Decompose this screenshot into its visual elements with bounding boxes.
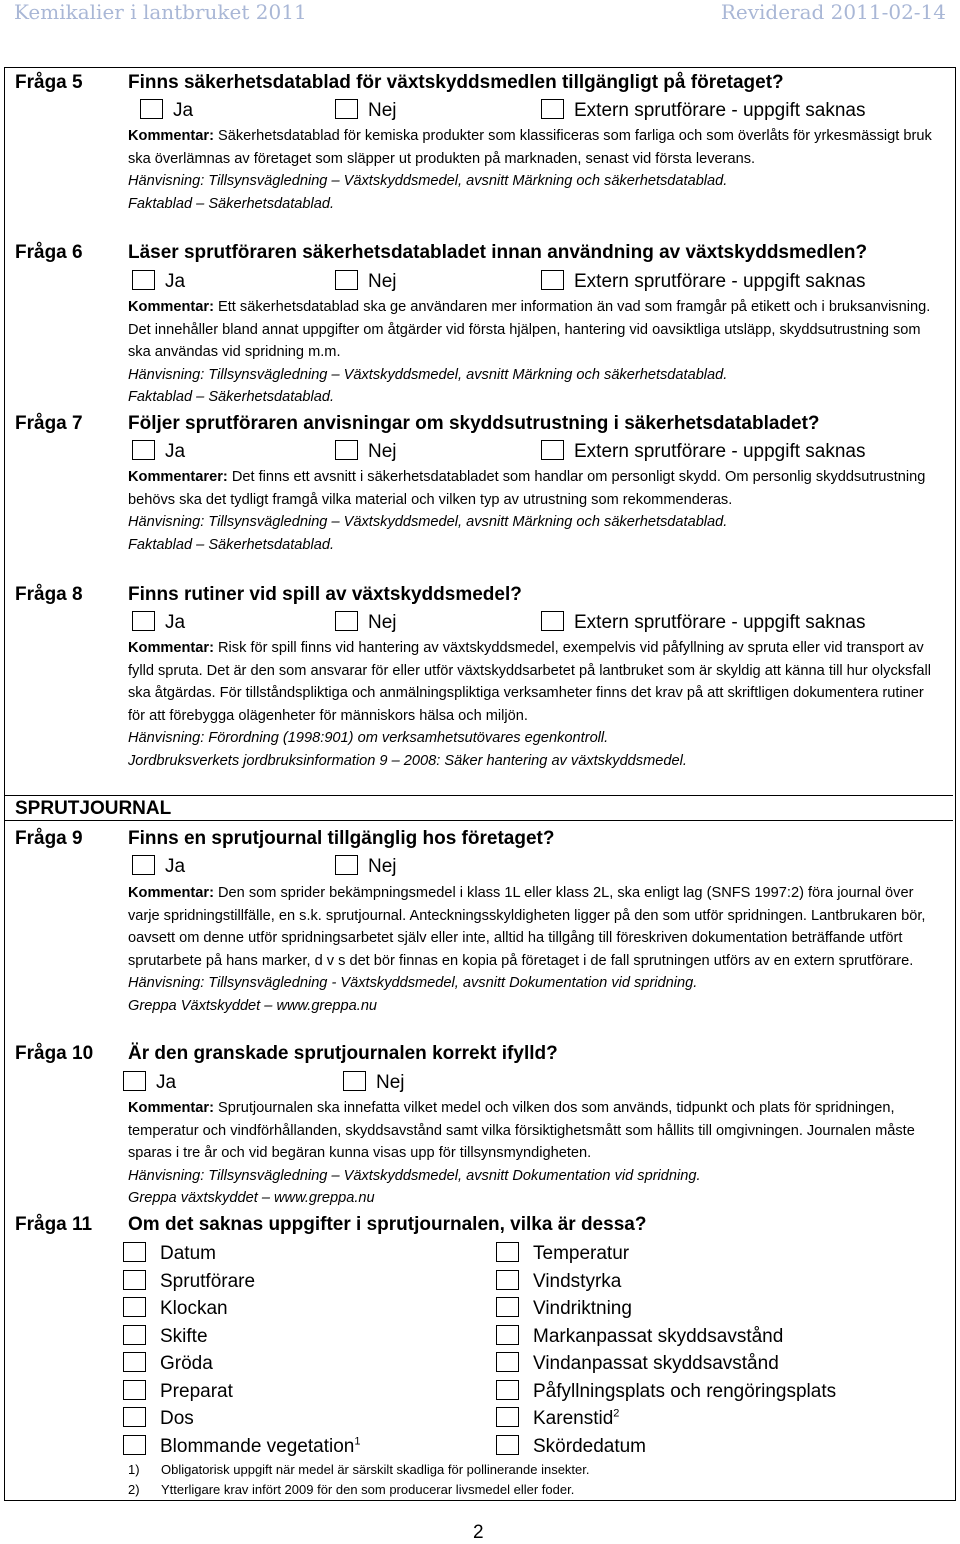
checkbox[interactable] bbox=[541, 270, 564, 290]
checkbox[interactable] bbox=[496, 1407, 519, 1427]
page-number: 2 bbox=[473, 1522, 484, 1543]
checkbox[interactable] bbox=[496, 1380, 519, 1400]
checkbox[interactable] bbox=[496, 1325, 519, 1345]
checklist-item[interactable]: Temperatur bbox=[496, 1242, 629, 1265]
checkbox[interactable] bbox=[496, 1297, 519, 1317]
footnote: 2) Ytterligare krav infört 2009 för den som producerar livsmedel eller foder. bbox=[128, 1482, 575, 1497]
reference: Jordbruksverkets jordbruksinformation 9 – 2008: Säker hantering av växtskyddsmedel. bbox=[128, 752, 687, 769]
question-number: Fråga 5 bbox=[15, 72, 83, 93]
option-extern[interactable]: Extern sprutförare - uppgift saknas bbox=[541, 99, 865, 122]
footnote: 1) Obligatorisk uppgift när medel är särskilt skadliga för pollinerande insekter. bbox=[128, 1462, 590, 1477]
option-ja[interactable]: Ja bbox=[132, 440, 185, 463]
checklist-item[interactable]: Datum bbox=[123, 1242, 216, 1265]
reference: Hänvisning: Tillsynsvägledning – Växtskyddsmedel, avsnitt Märkning och säkerhetsdatablad. bbox=[128, 173, 728, 189]
checkbox[interactable] bbox=[541, 611, 564, 631]
checkbox[interactable] bbox=[123, 1352, 146, 1372]
option-ja[interactable]: Ja bbox=[132, 611, 185, 634]
checklist-item[interactable]: Dos bbox=[123, 1407, 194, 1430]
header-revision: Reviderad 2011-02-14 bbox=[720, 0, 946, 24]
checkbox[interactable] bbox=[132, 855, 155, 875]
checkbox[interactable] bbox=[123, 1270, 146, 1290]
checkbox[interactable] bbox=[496, 1435, 519, 1455]
checkbox[interactable] bbox=[496, 1352, 519, 1372]
option-nej[interactable]: Nej bbox=[335, 855, 397, 878]
checkbox[interactable] bbox=[335, 270, 358, 290]
checklist-item[interactable]: Skifte bbox=[123, 1325, 208, 1348]
checkbox[interactable] bbox=[541, 440, 564, 460]
checkbox[interactable] bbox=[335, 855, 358, 875]
option-nej[interactable]: Nej bbox=[335, 99, 397, 122]
reference: Greppa Växtskyddet – www.greppa.nu bbox=[128, 997, 378, 1014]
footnote-ref: 1 bbox=[354, 1435, 361, 1448]
checkbox[interactable] bbox=[496, 1270, 519, 1290]
checklist-item[interactable]: Gröda bbox=[123, 1352, 213, 1375]
checkbox[interactable] bbox=[123, 1380, 146, 1400]
question-text: Följer sprutföraren anvisningar om skyddsutrustning i säkerhetsdatabladet? bbox=[128, 413, 820, 434]
question-text: Finns rutiner vid spill av växtskyddsmedel? bbox=[128, 584, 522, 605]
checklist-item[interactable]: Markanpassat skyddsavstånd bbox=[496, 1325, 783, 1348]
reference: Greppa växtskyddet – www.greppa.nu bbox=[128, 1190, 375, 1206]
footnote-ref: 2 bbox=[613, 1407, 620, 1420]
question-number: Fråga 11 bbox=[15, 1214, 93, 1235]
checklist-item[interactable]: Klockan bbox=[123, 1297, 228, 1320]
reference: Hänvisning: Tillsynsvägledning – Växtskyddsmedel, avsnitt Märkning och säkerhetsdatablad. bbox=[128, 514, 728, 530]
checkbox[interactable] bbox=[496, 1242, 519, 1262]
reference: Hänvisning: Förordning (1998:901) om verksamhetsutövares egenkontroll. bbox=[128, 730, 609, 746]
option-extern[interactable]: Extern sprutförare - uppgift saknas bbox=[541, 440, 865, 463]
question-text: Finns en sprutjournal tillgänglig hos företaget? bbox=[128, 828, 555, 849]
checkbox[interactable] bbox=[123, 1435, 146, 1455]
option-ja[interactable]: Ja bbox=[132, 855, 185, 878]
option-nej[interactable]: Nej bbox=[343, 1071, 405, 1094]
checklist-item[interactable]: Påfyllningsplats och rengöringsplats bbox=[496, 1380, 836, 1403]
option-ja[interactable]: Ja bbox=[132, 270, 185, 293]
checkbox[interactable] bbox=[132, 270, 155, 290]
question-text: Om det saknas uppgifter i sprutjournalen, vilka är dessa? bbox=[128, 1214, 647, 1235]
question-number: Fråga 6 bbox=[15, 242, 83, 263]
option-nej[interactable]: Nej bbox=[335, 270, 397, 293]
checklist-item[interactable]: Skördedatum bbox=[496, 1435, 646, 1458]
checkbox[interactable] bbox=[132, 440, 155, 460]
checklist-item[interactable]: Vindstyrka bbox=[496, 1270, 621, 1293]
header-title: Kemikalier i lantbruket 2011 bbox=[14, 0, 307, 24]
option-ja[interactable]: Ja bbox=[140, 99, 193, 122]
section-heading: SPRUTJOURNAL bbox=[5, 795, 953, 821]
checklist-item[interactable]: Sprutförare bbox=[123, 1270, 255, 1293]
question-text: Finns säkerhetsdatablad för växtskyddsmedlen tillgängligt på företaget? bbox=[128, 72, 784, 93]
checkbox[interactable] bbox=[123, 1297, 146, 1317]
reference: Hänvisning: Tillsynsvägledning – Växtskyddsmedel, avsnitt Dokumentation vid spridning. bbox=[128, 1167, 701, 1184]
reference: Faktablad – Säkerhetsdatablad. bbox=[128, 195, 335, 212]
option-nej[interactable]: Nej bbox=[335, 611, 397, 634]
reference: Faktablad – Säkerhetsdatablad. bbox=[128, 389, 335, 405]
reference: Hänvisning: Tillsynsvägledning – Växtskyddsmedel, avsnitt Märkning och säkerhetsdatablad. bbox=[128, 366, 728, 383]
checklist-item[interactable]: Vindanpassat skyddsavstånd bbox=[496, 1352, 779, 1375]
checkbox[interactable] bbox=[123, 1242, 146, 1262]
checkbox[interactable] bbox=[335, 611, 358, 631]
comment-block: Kommentarer: Det finns ett avsnitt i säkerhetsdatabladet som handlar om personligt skydd. Om personlig skyddsutrustning behövs ska det tydligt framgå vilka material och vilken typ av utrustning som rekommenderas. Hänvisning: Tillsynsvägledning – Växtskyddsmedel, avsnitt Märkning och säkerhetsdatablad. Faktablad – Säkerhetsdatablad. bbox=[128, 469, 926, 553]
checkbox[interactable] bbox=[123, 1407, 146, 1427]
checklist-item[interactable]: Karenstid$^2$ bbox=[496, 1407, 619, 1430]
checkbox[interactable] bbox=[123, 1071, 146, 1091]
option-nej[interactable]: Nej bbox=[335, 440, 397, 463]
option-extern[interactable]: Extern sprutförare - uppgift saknas bbox=[541, 611, 865, 634]
checklist-item[interactable]: Blommande vegetation$^1$ bbox=[123, 1435, 360, 1458]
question-number: Fråga 10 bbox=[15, 1043, 94, 1064]
option-ja[interactable]: Ja bbox=[123, 1071, 176, 1094]
running-header bbox=[0, 0, 960, 26]
checkbox[interactable] bbox=[541, 99, 564, 119]
reference: Faktablad – Säkerhetsdatablad. bbox=[128, 536, 335, 553]
question-text: Läser sprutföraren säkerhetsdatabladet innan användning av växtskyddsmedlen? bbox=[128, 242, 868, 263]
question-number: Fråga 8 bbox=[15, 584, 83, 605]
checkbox[interactable] bbox=[335, 440, 358, 460]
checklist-item[interactable]: Vindriktning bbox=[496, 1297, 632, 1320]
question-number: Fråga 7 bbox=[15, 413, 83, 434]
comment-block: Kommentar: Sprutjournalen ska innefatta vilket medel och vilken dos som används, tidpunkt och plats för spridningen, temperatur och vindförhållanden, skyddsavstånd samt vilka försiktighetsmått som hållits till omgivningen. Journalen måste sparas i tre år och vid begäran kunna visas upp för tillsynsmyndigheten. Hänvisning: Tillsynsvägledning – Växtskyddsmedel, avsnitt Dokumentation vid spridning. Greppa växtskyddet – www.greppa.nu bbox=[128, 1100, 915, 1206]
comment-block: Kommentar: Den som sprider bekämpningsmedel i klass 1L eller klass 2L, ska enligt lag (SNFS 1997:2) föra journal över varje spridningstillfälle, en s.k. sprutjournal. Anteckningsskyldigheten ligger på den som utför spridningen. Lantbrukaren bör, oavsett om denne utför spridningsarbetet själv eller inte, alltid ha tillgång till föreskriven dokumentation beträffande utfört sprutarbete på hans marker, d v s det bör finnas en kopia på företaget i de fall sprutningen utförs av en extern sprutförare. Hänvisning: Tillsynsvägledning - Växtskyddsmedel, avsnitt Dokumentation vid spridning. Greppa Växtskyddet – www.greppa.nu bbox=[128, 885, 926, 1014]
checkbox[interactable] bbox=[140, 99, 163, 119]
reference: Hänvisning: Tillsynsvägledning - Växtskyddsmedel, avsnitt Dokumentation vid spridning. bbox=[128, 975, 698, 991]
checklist-item[interactable]: Preparat bbox=[123, 1380, 233, 1403]
question-text: Är den granskade sprutjournalen korrekt ifylld? bbox=[128, 1043, 558, 1064]
question-number: Fråga 9 bbox=[15, 828, 83, 849]
comment-block: Kommentar: Risk för spill finns vid hantering av växtskyddsmedel, exempelvis vid påfyllning av spruta eller vid transport av fylld spruta. Det är den som ansvarar för eller utför växtskyddsarbetet på lantbruket som är skyldig att känna till hur olycksfall ska åtgärdas. För tillståndspliktiga och anmälningspliktiga verksamheter finns det krav på att skriftligen dokumentera rutiner för att förebygga olägenheter för människors hälsa och miljön. Hänvisning: Förordning (1998:901) om verksamhetsutövares egenkontroll. Jordbruksverkets jordbruksinformation 9 – 2008: Säker hantering av växtskyddsmedel. bbox=[128, 640, 932, 769]
checkbox[interactable] bbox=[343, 1071, 366, 1091]
comment-block: Kommentar: Säkerhetsdatablad för kemiska produkter som klassificeras som farliga och som överlåts för yrkesmässigt bruk ska överlämnas av företaget som släpper ut produkten på marknaden, senast vid första leverans. Hänvisning: Tillsynsvägledning – Växtskyddsmedel, avsnitt Märkning och säkerhetsdatablad. Faktablad – Säkerhetsdatablad. bbox=[128, 128, 932, 212]
option-extern[interactable]: Extern sprutförare - uppgift saknas bbox=[541, 270, 865, 293]
checkbox[interactable] bbox=[132, 611, 155, 631]
comment-block: Kommentar: Ett säkerhetsdatablad ska ge användaren mer information än vad som framgår på etikett och i bruksanvisning. Det innehåller bland annat uppgifter om åtgärder vid första hjälpen, hantering vid oavsiktliga utsläpp, skyddsutrustning som ska användas vid spridning m.m. Hänvisning: Tillsynsvägledning – Växtskyddsmedel, avsnitt Märkning och säkerhetsdatablad. Faktablad – Säkerhetsdatablad. bbox=[128, 299, 931, 405]
checkbox[interactable] bbox=[335, 99, 358, 119]
checkbox[interactable] bbox=[123, 1325, 146, 1345]
